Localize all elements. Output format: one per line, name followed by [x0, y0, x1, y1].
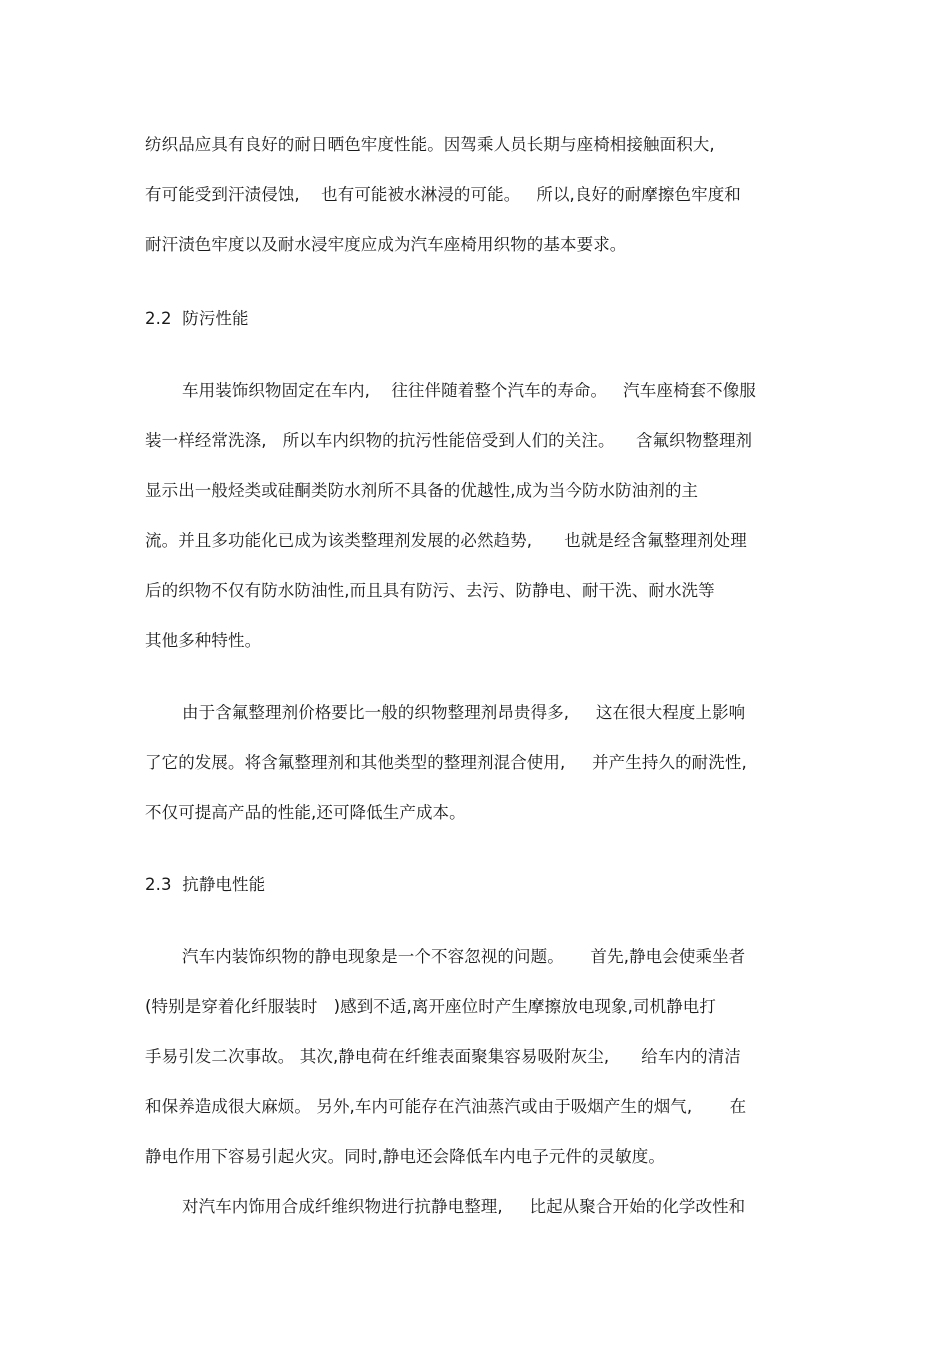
paragraph-line: 汽车内装饰织物的静电现象是一个不容忽视的问题。 首先,静电会使乘坐者 — [182, 947, 746, 966]
paragraph-line: 静电作用下容易引起火灾。同时,静电还会降低车内电子元件的灵敏度。 — [145, 1147, 665, 1166]
paragraph-line: 车用装饰织物固定在车内, 往往伴随着整个汽车的寿命。 汽车座椅套不像服 — [182, 381, 756, 400]
paragraph-line: 有可能受到汗渍侵蚀, 也有可能被水淋浸的可能。 所以,良好的耐摩擦色牢度和 — [145, 185, 741, 204]
paragraph-line: 对汽车内饰用合成纤维织物进行抗静电整理, 比起从聚合开始的化学改性和 — [182, 1197, 746, 1216]
paragraph-line: 装一样经常洗涤, 所以车内织物的抗污性能倍受到人们的关注。 含氟织物整理剂 — [145, 431, 753, 450]
paragraph-line: (特别是穿着化纤服装时 )感到不适,离开座位时产生摩擦放电现象,司机静电打 — [145, 997, 716, 1016]
paragraph-line: 耐汗渍色牢度以及耐水浸牢度应成为汽车座椅用织物的基本要求。 — [145, 235, 627, 254]
paragraph-line: 了它的发展。将含氟整理剂和其他类型的整理剂混合使用, 并产生持久的耐洗性, — [145, 753, 747, 772]
section-heading: 2.2 防污性能 — [145, 309, 249, 328]
paragraph-line: 由于含氟整理剂价格要比一般的织物整理剂昂贵得多, 这在很大程度上影响 — [182, 703, 746, 722]
paragraph-line: 其他多种特性。 — [145, 631, 262, 650]
paragraph-line: 不仅可提高产品的性能,还可降低生产成本。 — [145, 803, 466, 822]
paragraph-line: 纺织品应具有良好的耐日晒色牢度性能。因驾乘人员长期与座椅相接触面积大, — [145, 135, 715, 154]
paragraph-line: 手易引发二次事故。 其次,静电荷在纤维表面聚集容易吸附灰尘, 给车内的清洁 — [145, 1047, 741, 1066]
paragraph-line: 和保养造成很大麻烦。 另外,车内可能存在汽油蒸汽或由于吸烟产生的烟气, 在 — [145, 1097, 747, 1116]
section-heading: 2.3 抗静电性能 — [145, 875, 266, 894]
paragraph-line: 后的织物不仅有防水防油性,而且具有防污、去污、防静电、耐干洗、耐水洗等 — [145, 581, 715, 600]
paragraph-line: 显示出一般烃类或硅酮类防水剂所不具备的优越性,成为当今防水防油剂的主 — [145, 481, 699, 500]
paragraph-line: 流。并且多功能化已成为该类整理剂发展的必然趋势, 也就是经含氟整理剂处理 — [145, 531, 747, 550]
